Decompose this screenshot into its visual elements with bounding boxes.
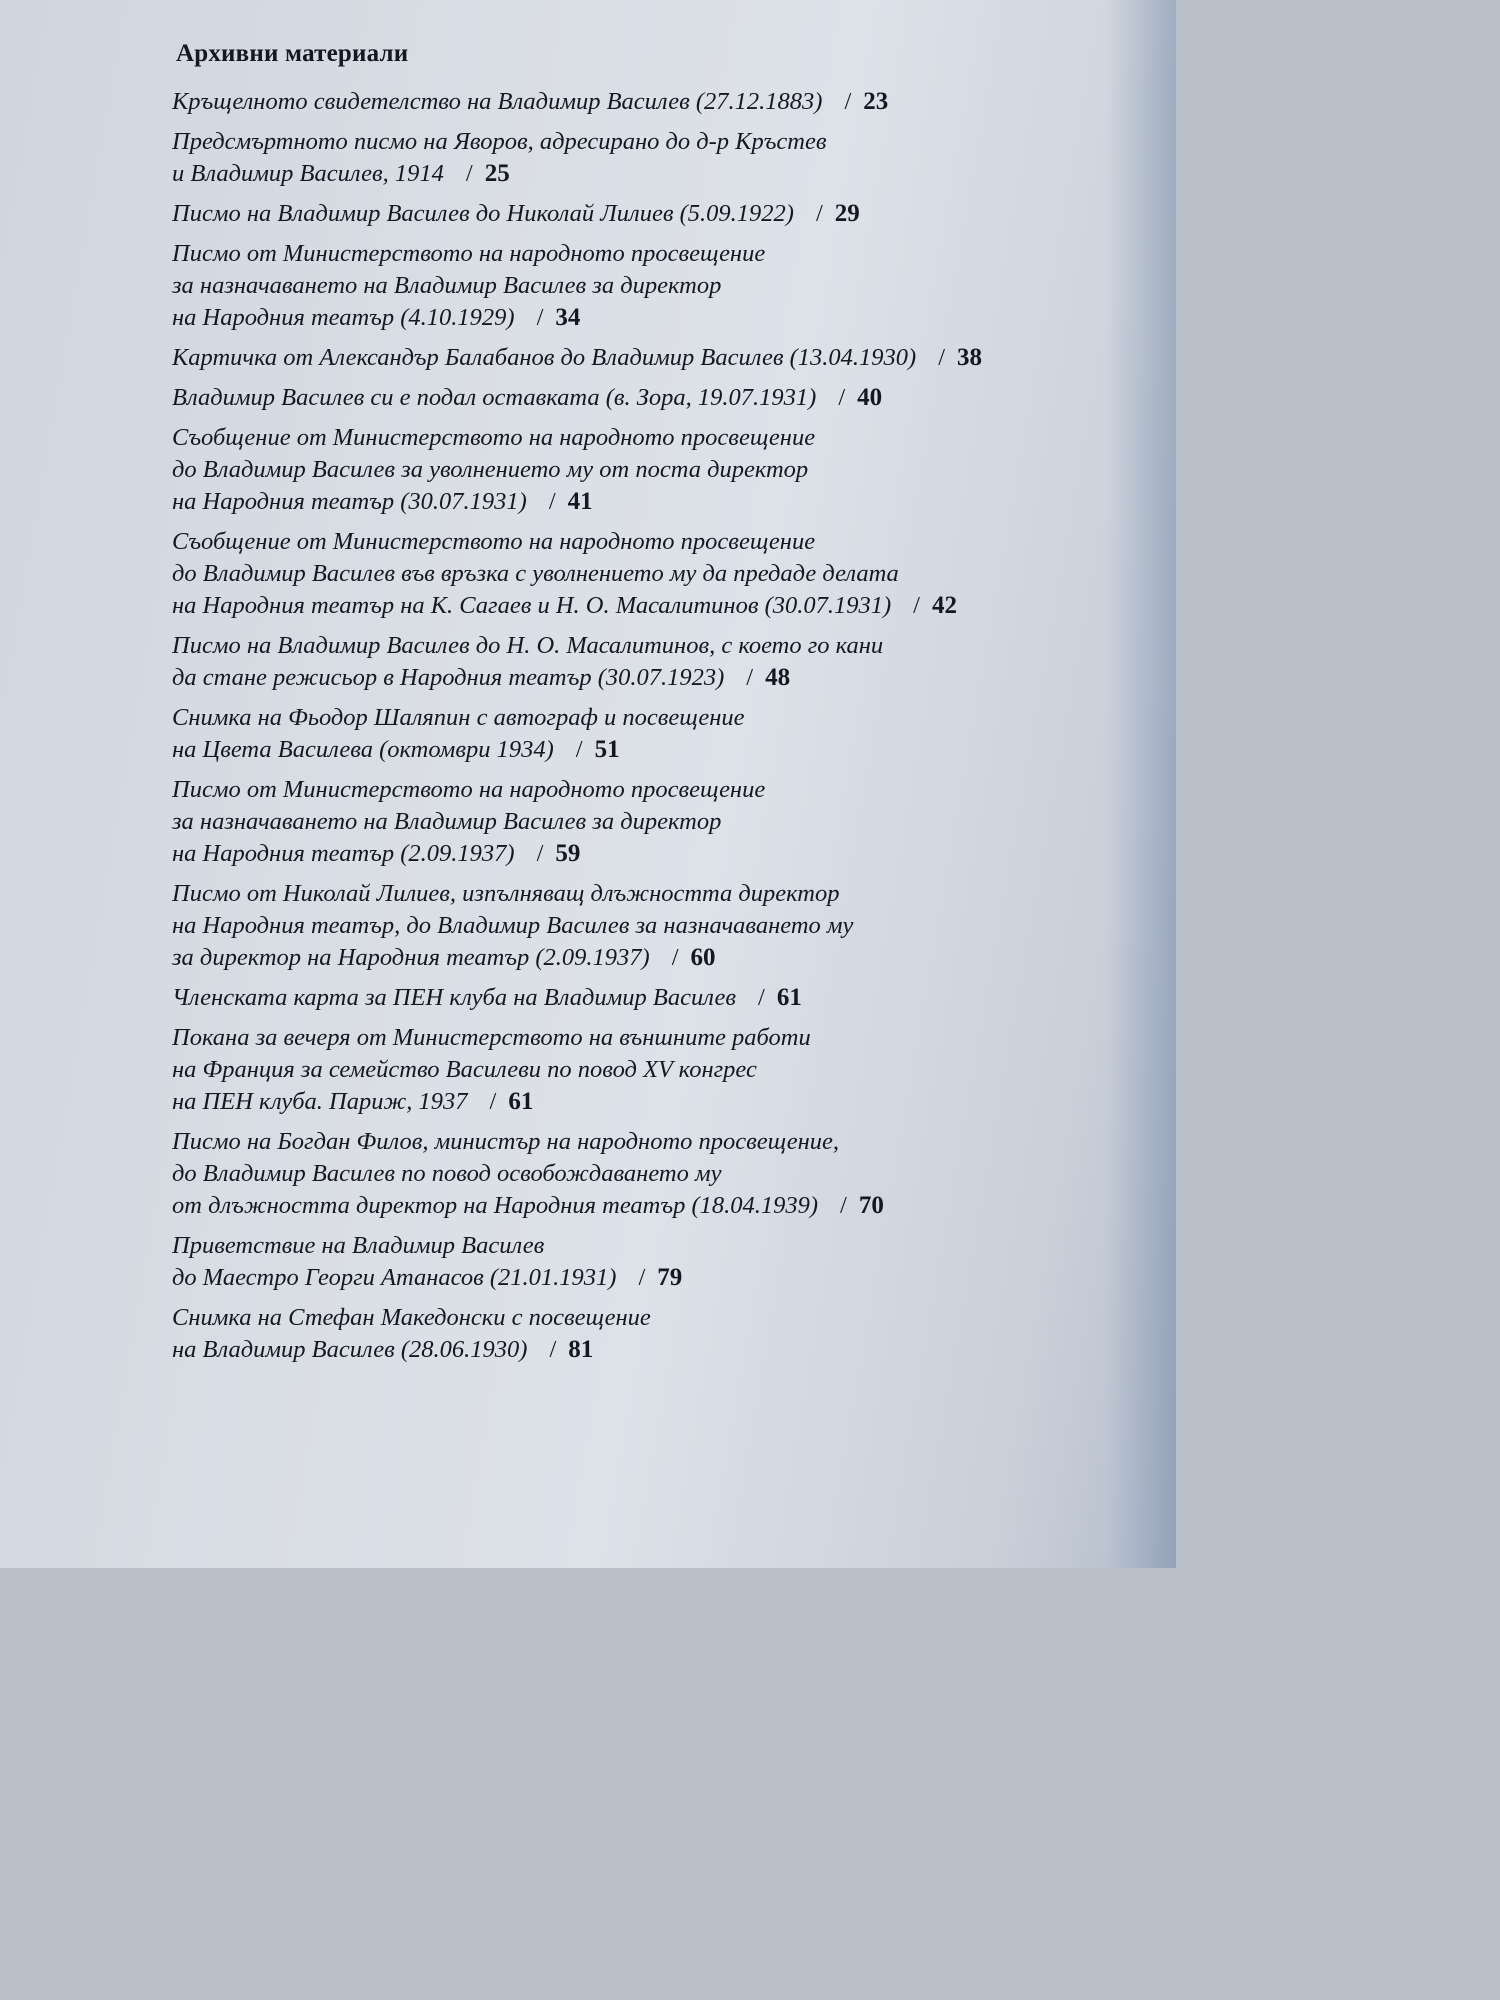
toc-entry-text: Съобщение от Министерството на народното просвещение [172, 424, 816, 451]
page-separator: / [575, 736, 583, 763]
page-number: 48 [765, 664, 791, 691]
toc-entry-line [172, 1334, 1132, 1366]
page-number: 25 [484, 160, 510, 187]
page-separator: / [838, 384, 846, 411]
toc-entry [172, 126, 1132, 190]
toc-entry [172, 630, 1132, 694]
toc-entry-line [172, 942, 1132, 974]
page-number: 42 [931, 592, 957, 619]
toc-entry-line [172, 1126, 1132, 1158]
toc-entry-text: до Маестро Георги Атанасов (21.01.1931) [172, 1264, 617, 1291]
toc-entry-line [172, 1262, 1132, 1294]
toc-entry-text: на Франция за семейство Василеви по повод XV конгрес [172, 1056, 757, 1083]
page-separator: / [638, 1264, 646, 1291]
toc-entry-line [172, 1230, 1132, 1262]
page-number: 61 [776, 984, 802, 1011]
page-separator: / [913, 592, 920, 619]
toc-entry [172, 982, 1132, 1014]
toc-entry-line [172, 158, 1132, 190]
toc-entry-text: да стане режисьор в Народния театър (30.07.1923) [172, 664, 725, 691]
toc-entry-line [172, 126, 1132, 158]
toc-entry-text: до Владимир Василев във връзка с уволнението му да предаде делата [172, 560, 899, 587]
toc-entry-text: Членската карта за ПЕН клуба на Владимир Василев [172, 984, 737, 1011]
toc-entry-text: на Цвета Василева (октомври 1934) [172, 736, 554, 763]
toc-entry [172, 878, 1132, 974]
toc-entry-line [172, 1086, 1132, 1118]
toc-entry-line [172, 734, 1132, 766]
toc-entry-text: на Народния театър, до Владимир Василев за назначаването му [172, 912, 854, 939]
page-separator: / [671, 944, 679, 971]
toc-entry-line [172, 526, 1132, 558]
toc-entry-text: Покана за вечеря от Министерството на външните работи [172, 1024, 811, 1051]
page-separator: / [489, 1088, 497, 1115]
page-separator: / [549, 1336, 557, 1363]
toc-entry-line [172, 302, 1132, 334]
page-separator: / [548, 488, 556, 515]
toc-entry-line [172, 558, 1132, 590]
toc-entry [172, 198, 1132, 230]
page-separator: / [536, 840, 544, 867]
toc-entry-line [172, 1302, 1132, 1334]
toc-entry-text: Писмо от Николай Лилиев, изпълняващ длъжността директор [172, 880, 840, 907]
toc-entry-text: Владимир Василев си е подал оставката (в. Зора, 19.07.1931) [172, 384, 817, 411]
toc-entry-text: Снимка на Фьодор Шаляпин с автограф и посвещение [172, 704, 745, 731]
toc-entry-line [172, 1158, 1132, 1190]
toc-entry-text: на ПЕН клуба. Париж, 1937 [172, 1088, 468, 1115]
toc-entry-line [172, 590, 1132, 622]
toc-entry-text: Кръщелното свидетелство на Владимир Василев (27.12.1883) [172, 88, 823, 115]
page-number: 79 [657, 1264, 683, 1291]
toc-entry-text: на Народния театър (4.10.1929) [172, 304, 515, 331]
toc-entry-text: и Владимир Василев, 1914 [172, 160, 444, 187]
toc-entry-line [172, 454, 1132, 486]
toc-entry-text: Писмо от Министерството на народното просвещение [172, 240, 766, 267]
toc-entry [172, 1022, 1132, 1118]
toc-entry-line [172, 342, 1132, 374]
toc-entry-line [172, 702, 1132, 734]
toc-entry [172, 1302, 1132, 1366]
page-separator: / [840, 1192, 847, 1219]
toc-entry [172, 382, 1132, 414]
toc-entry [172, 1126, 1132, 1222]
toc-entry-line [172, 422, 1132, 454]
page-separator: / [815, 200, 823, 227]
toc-entry-text: Предсмъртното писмо на Яворов, адресирано до д-р Кръстев [172, 128, 827, 155]
page-number: 70 [858, 1192, 884, 1219]
toc-entry-text: до Владимир Василев за уволнението му от поста директор [172, 456, 809, 483]
toc-entry [172, 238, 1132, 334]
toc-entry [172, 774, 1132, 870]
toc-entry-line [172, 982, 1132, 1014]
toc-entry-line [172, 806, 1132, 838]
toc-entry-text: на Народния театър на К. Сагаев и Н. О. Масалитинов (30.07.1931) [172, 592, 892, 619]
page-number: 51 [594, 736, 620, 763]
toc-entry-line [172, 270, 1132, 302]
toc-entry-line [172, 662, 1132, 694]
page-number: 23 [863, 88, 889, 115]
page-number: 59 [555, 840, 581, 867]
toc-entry-line [172, 774, 1132, 806]
toc-entry-text: Писмо на Богдан Филов, министър на народното просвещение, [172, 1128, 840, 1155]
toc-entry-text: на Народния театър (2.09.1937) [172, 840, 515, 867]
toc-entry [172, 86, 1132, 118]
toc-entry-text: до Владимир Василев по повод освобождаването му [172, 1160, 722, 1187]
toc-entry-line [172, 1022, 1132, 1054]
toc-entry-line [172, 1190, 1132, 1222]
page-number: 38 [957, 344, 983, 371]
page-number: 61 [508, 1088, 534, 1115]
page-number: 81 [568, 1336, 594, 1363]
table-of-contents [172, 86, 1132, 1374]
toc-entry [172, 422, 1132, 518]
toc-entry-line [172, 838, 1132, 870]
page-number: 29 [834, 200, 860, 227]
toc-entry-text: Снимка на Стефан Македонски с посвещение [172, 1304, 651, 1331]
toc-entry-line [172, 382, 1132, 414]
toc-entry [172, 1230, 1132, 1294]
toc-entry-text: от длъжността директор на Народния театър (18.04.1939) [172, 1192, 819, 1219]
toc-entry-text: за назначаването на Владимир Василев за директор [172, 272, 722, 299]
toc-entry-line [172, 198, 1132, 230]
section-title: Архивни материали [176, 40, 409, 67]
toc-entry-line [172, 238, 1132, 270]
toc-entry-line [172, 910, 1132, 942]
page-number: 34 [555, 304, 581, 331]
page-separator: / [536, 304, 544, 331]
page-separator: / [844, 88, 852, 115]
toc-entry-text: Приветствие на Владимир Василев [172, 1232, 545, 1259]
toc-entry-line [172, 86, 1132, 118]
toc-entry-line [172, 878, 1132, 910]
page-number: 60 [690, 944, 716, 971]
page-separator: / [465, 160, 473, 187]
toc-entry-line [172, 630, 1132, 662]
toc-entry-text: Картичка от Александър Балабанов до Владимир Василев (13.04.1930) [172, 344, 917, 371]
toc-entry [172, 526, 1132, 622]
toc-entry-text: Писмо на Владимир Василев до Николай Лилиев (5.09.1922) [172, 200, 794, 227]
page-separator: / [746, 664, 754, 691]
toc-entry-text: Писмо от Министерството на народното просвещение [172, 776, 766, 803]
toc-entry [172, 702, 1132, 766]
toc-entry-line [172, 1054, 1132, 1086]
toc-entry-text: Съобщение от Министерството на народното просвещение [172, 528, 816, 555]
page-number: 41 [567, 488, 593, 515]
toc-entry-text: за назначаването на Владимир Василев за директор [172, 808, 722, 835]
toc-entry-text: на Народния театър (30.07.1931) [172, 488, 527, 515]
page-separator: / [938, 344, 946, 371]
toc-entry-text: за директор на Народния театър (2.09.1937) [172, 944, 650, 971]
toc-entry-text: Писмо на Владимир Василев до Н. О. Масалитинов, с което го кани [172, 632, 884, 659]
page-separator: / [758, 984, 765, 1011]
toc-entry-line [172, 486, 1132, 518]
page-number: 40 [857, 384, 883, 411]
toc-entry [172, 342, 1132, 374]
toc-entry-text: на Владимир Василев (28.06.1930) [172, 1336, 528, 1363]
